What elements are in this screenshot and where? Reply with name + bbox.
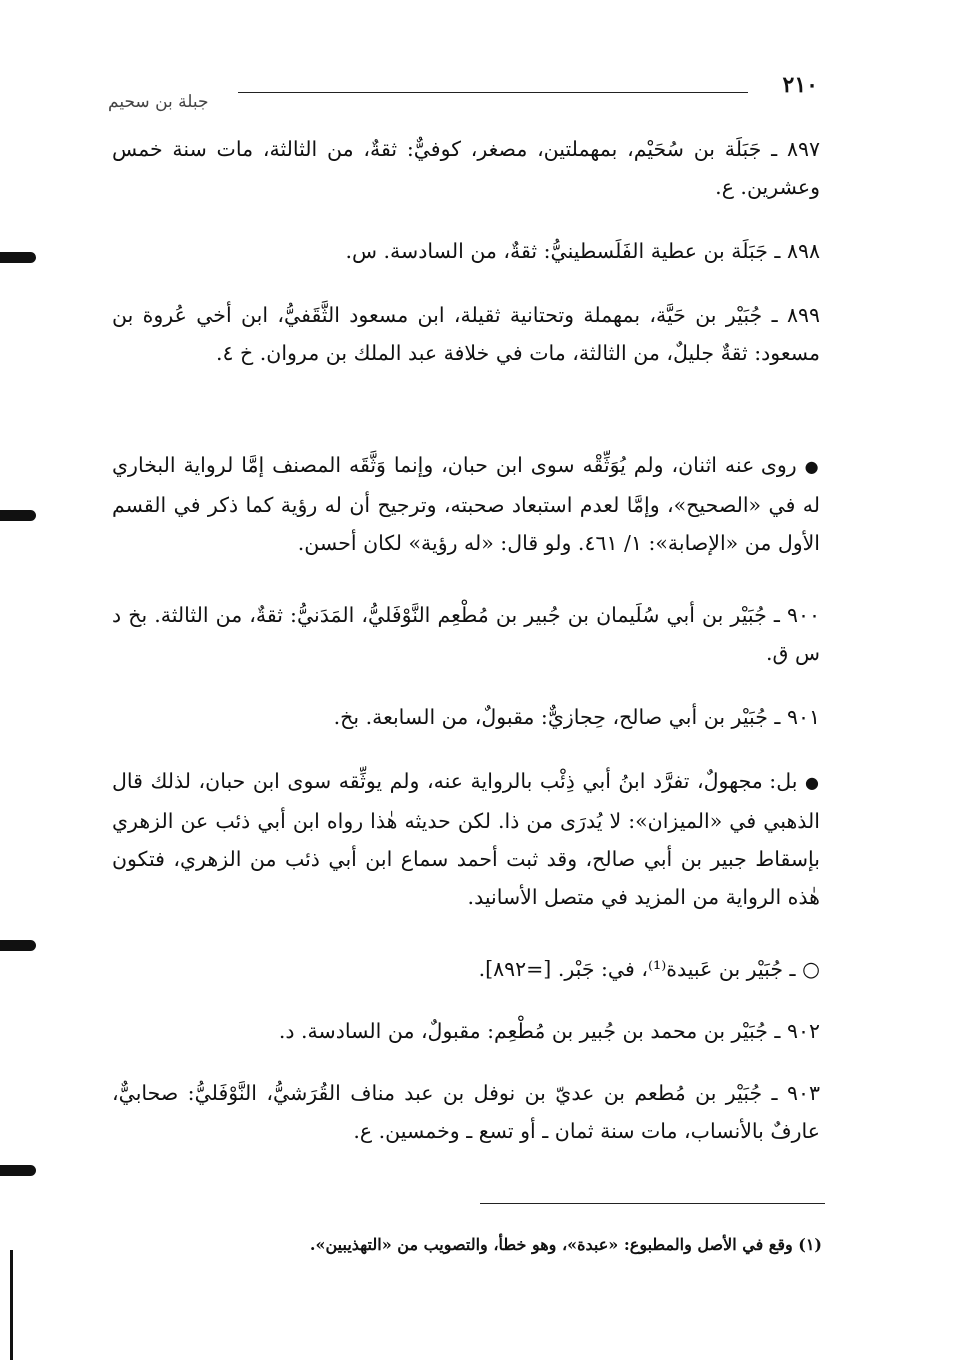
commentary-901 — [112, 762, 820, 916]
commentary-text — [112, 762, 820, 916]
entry-900 — [112, 596, 820, 672]
bullet-icon: ● — [804, 457, 820, 476]
commentary-899 — [112, 446, 820, 562]
entry-text: ٩٠٣ ـ جُبَيْر بن مُطعم بن عديّ بن نوفل بن عبد مناف القُرَشيُّ، النَّوْفَليُّ: صحابيٌّ، عارفٌ بالأنساب، مات سنة ثمان ـ أو تسع ـ وخمسين. ع. — [112, 1081, 820, 1143]
entry-903 — [112, 1074, 820, 1150]
entry-901 — [112, 698, 820, 736]
margin-mark — [0, 1165, 36, 1176]
entry-text — [112, 950, 820, 988]
entry-899 — [112, 296, 820, 372]
header-rule — [238, 92, 748, 93]
page-header — [108, 72, 818, 122]
margin-mark — [0, 510, 36, 521]
footnote-rule — [480, 1203, 825, 1204]
circle-icon: ○ — [802, 957, 820, 981]
commentary-body: بل: مجهولٌ، تفرَّد ابنُ أبي ذِئْب بالرواية عنه، ولم يوثِّقه سوى ابن حبان، لذلك قال الذهبي في «الميزان»: لا يُدرَى من ذا. لكن حديثه هٰذا رواه ابن أبي ذئب عن الزهري بإسقاط جبير بن أبي صالح، وقد ثبت أحمد سماع ابن أبي ذئب من الزهري، فتكون هٰذه الرواية من المزيد في متصل الأسانيد. — [112, 769, 820, 909]
running-title: جبلة بن سحيم — [108, 92, 209, 112]
entry-text: ٨٩٨ ـ جَبَلَة بن عطية الفَلَسطينيُّ: ثقةٌ، من السادسة. س. — [345, 239, 820, 263]
page-number: ٢١٠ — [782, 72, 818, 98]
bullet-icon: ● — [805, 773, 820, 792]
entry-text: ٨٩٩ ـ جُبَيْر بن حَيَّة، بمهملة وتحتانية ثقيلة، ابن مسعود الثَّقَفيُّ، ابن أخي عُروة بن مسعود: ثقةٌ جليلٌ، من الثالثة، مات في خلافة عبد الملك بن مروان. خ ٤. — [112, 303, 820, 365]
commentary-body: روى عنه اثنان، ولم يُوَثِّقْه سوى ابن حبان، وإنما وَثَّقَه المصنف إمَّا لرواية البخاري له في «الصحيح»، وإمَّا لعدم استبعاد صحبته، وترجيح أن له رؤية كما ذكر في القسم الأول من «الإصابة»: ١/ ٤٦١. ولو قال: «له رؤية» لكان أحسن. — [112, 453, 820, 555]
margin-mark — [0, 252, 36, 263]
entry-text: ٨٩٧ ـ جَبَلَة بن سُحَيْم، بمهملتين، مصغر، كوفيٌّ: ثقةٌ، من الثالثة، مات سنة خمس وعشرين. ع. — [112, 137, 820, 199]
cross-reference-body: ـ جُبَيْر بن عَبيدة⁽¹⁾، في: جَبْر. [=٨٩٢]. — [478, 957, 796, 981]
page-edge-line — [10, 1250, 13, 1360]
entry-897 — [112, 130, 820, 206]
entry-902 — [112, 1012, 820, 1050]
entry-898 — [112, 232, 820, 270]
entry-text: ٩٠٢ ـ جُبَيْر بن محمد بن جُبير بن مُطْعِم: مقبولٌ، من السادسة. د. — [278, 1019, 820, 1043]
entry-text: ٩٠١ ـ جُبَيْر بن أبي صالح، حِجازيٌّ: مقبولٌ، من السابعة. بخ. — [333, 705, 820, 729]
commentary-text — [112, 446, 820, 562]
entry-text: ٩٠٠ ـ جُبَيْر بن أبي سُلَيمان بن جُبير بن مُطْعِم النَّوْفَليُّ، المَدَنيُّ: ثقةٌ، من الثالثة. بخ د س ق. — [112, 603, 820, 665]
footnote: (١) وقع في الأصل والمطبوع: «عبدة»، وهو خطأ، والتصويب من «التهذيبين». — [309, 1235, 822, 1254]
entry-cross-reference — [112, 950, 820, 988]
margin-mark — [0, 940, 36, 951]
